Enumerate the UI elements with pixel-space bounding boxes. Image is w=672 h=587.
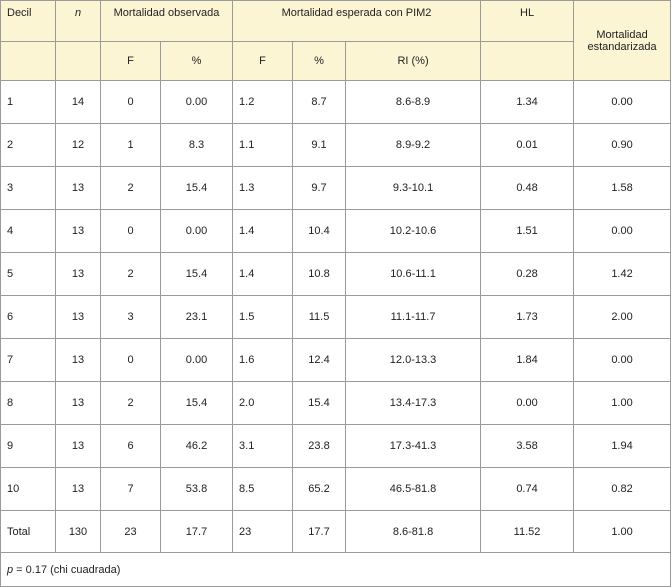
table-row: [1, 296, 671, 339]
cell-decil: 1: [1, 81, 56, 124]
cell-obs-pct: 15.4: [161, 253, 233, 296]
cell-exp-pct: 17.7: [293, 511, 346, 553]
cell-obs-f: 0: [101, 81, 161, 124]
table-row: [1, 339, 671, 382]
cell-hl: 1.51: [481, 210, 574, 253]
cell-exp-pct: 65.2: [293, 468, 346, 511]
cell-ri: 10.2-10.6: [346, 210, 481, 253]
cell-exp-f: 2.0: [233, 382, 293, 425]
cell-exp-f: 1.1: [233, 124, 293, 167]
cell-decil: 6: [1, 296, 56, 339]
header-row-1: [1, 1, 671, 42]
cell-hl: 1.34: [481, 81, 574, 124]
cell-std: 0.90: [574, 124, 671, 167]
cell-obs-f: 23: [101, 511, 161, 553]
cell-n: 13: [56, 167, 101, 210]
cell-ri: 8.9-9.2: [346, 124, 481, 167]
cell-hl: 0.01: [481, 124, 574, 167]
cell-hl: 0.48: [481, 167, 574, 210]
cell-decil: 7: [1, 339, 56, 382]
cell-exp-pct: 9.7: [293, 167, 346, 210]
header-hl: HL: [481, 1, 574, 42]
cell-exp-f: 1.4: [233, 210, 293, 253]
cell-obs-pct: 0.00: [161, 210, 233, 253]
footnote-row: [1, 553, 671, 587]
cell-exp-pct: 11.5: [293, 296, 346, 339]
cell-std: 1.58: [574, 167, 671, 210]
footnote-text: = 0.17 (chi cuadrada): [13, 563, 121, 576]
header-ri: RI (%): [346, 42, 481, 81]
cell-hl: 1.84: [481, 339, 574, 382]
cell-ri: 17.3-41.3: [346, 425, 481, 468]
cell-obs-pct: 53.8: [161, 468, 233, 511]
cell-obs-f: 1: [101, 124, 161, 167]
cell-exp-f: 1.5: [233, 296, 293, 339]
table-row: [1, 382, 671, 425]
table-row: [1, 81, 671, 124]
cell-n: 13: [56, 210, 101, 253]
cell-n: 12: [56, 124, 101, 167]
cell-exp-f: 1.3: [233, 167, 293, 210]
cell-hl: 0.28: [481, 253, 574, 296]
cell-exp-f: 3.1: [233, 425, 293, 468]
cell-obs-f: 2: [101, 253, 161, 296]
header-exp-f: F: [233, 42, 293, 81]
cell-ri: 8.6-81.8: [346, 511, 481, 553]
p-symbol: p: [7, 563, 14, 576]
header-decil: Decil: [1, 1, 56, 42]
cell-ri: 9.3-10.1: [346, 167, 481, 210]
cell-n: 14: [56, 81, 101, 124]
footnote: [1, 553, 671, 587]
cell-ri: 10.6-11.1: [346, 253, 481, 296]
cell-decil: 2: [1, 124, 56, 167]
header-expected: Mortalidad esperada con PIM2: [233, 1, 481, 42]
cell-decil: Total: [1, 511, 56, 553]
table-row: [1, 167, 671, 210]
header-blank: [56, 42, 101, 81]
cell-obs-f: 0: [101, 339, 161, 382]
table-row: [1, 253, 671, 296]
cell-n: 13: [56, 468, 101, 511]
cell-exp-f: 8.5: [233, 468, 293, 511]
cell-hl: 0.74: [481, 468, 574, 511]
cell-obs-f: 7: [101, 468, 161, 511]
cell-ri: 8.6-8.9: [346, 81, 481, 124]
cell-n: 13: [56, 253, 101, 296]
cell-decil: 5: [1, 253, 56, 296]
cell-std: 0.00: [574, 339, 671, 382]
cell-ri: 46.5-81.8: [346, 468, 481, 511]
cell-obs-pct: 15.4: [161, 382, 233, 425]
cell-std: 1.00: [574, 382, 671, 425]
cell-std: 0.00: [574, 210, 671, 253]
cell-obs-pct: 46.2: [161, 425, 233, 468]
cell-n: 13: [56, 425, 101, 468]
cell-exp-pct: 10.4: [293, 210, 346, 253]
cell-exp-pct: 9.1: [293, 124, 346, 167]
cell-obs-f: 0: [101, 210, 161, 253]
cell-obs-f: 2: [101, 382, 161, 425]
cell-hl: 11.52: [481, 511, 574, 553]
header-obs-f: F: [101, 42, 161, 81]
cell-hl: 1.73: [481, 296, 574, 339]
cell-obs-f: 3: [101, 296, 161, 339]
table-row: [1, 468, 671, 511]
cell-n: 13: [56, 339, 101, 382]
cell-hl: 3.58: [481, 425, 574, 468]
cell-std: 1.42: [574, 253, 671, 296]
cell-ri: 13.4-17.3: [346, 382, 481, 425]
header-exp-pct: %: [293, 42, 346, 81]
cell-exp-f: 1.2: [233, 81, 293, 124]
cell-obs-pct: 0.00: [161, 339, 233, 382]
cell-ri: 11.1-11.7: [346, 296, 481, 339]
cell-std: 1.00: [574, 511, 671, 553]
cell-exp-pct: 12.4: [293, 339, 346, 382]
cell-obs-pct: 0.00: [161, 81, 233, 124]
cell-obs-pct: 15.4: [161, 167, 233, 210]
cell-exp-pct: 23.8: [293, 425, 346, 468]
cell-exp-f: 1.4: [233, 253, 293, 296]
header-obs-pct: %: [161, 42, 233, 81]
cell-exp-pct: 15.4: [293, 382, 346, 425]
cell-n: 13: [56, 382, 101, 425]
cell-obs-pct: 17.7: [161, 511, 233, 553]
total-row: [1, 511, 671, 553]
cell-std: 2.00: [574, 296, 671, 339]
cell-decil: 9: [1, 425, 56, 468]
cell-decil: 8: [1, 382, 56, 425]
header-observed: Mortalidad observada: [101, 1, 233, 42]
cell-obs-f: 2: [101, 167, 161, 210]
table-row: [1, 210, 671, 253]
cell-n: 130: [56, 511, 101, 553]
cell-n: 13: [56, 296, 101, 339]
cell-decil: 3: [1, 167, 56, 210]
cell-obs-pct: 23.1: [161, 296, 233, 339]
cell-std: 0.00: [574, 81, 671, 124]
cell-exp-pct: 8.7: [293, 81, 346, 124]
table-row: [1, 425, 671, 468]
cell-exp-pct: 10.8: [293, 253, 346, 296]
table-row: [1, 124, 671, 167]
header-blank: [1, 42, 56, 81]
cell-obs-pct: 8.3: [161, 124, 233, 167]
cell-hl: 0.00: [481, 382, 574, 425]
cell-decil: 4: [1, 210, 56, 253]
cell-ri: 12.0-13.3: [346, 339, 481, 382]
cell-std: 1.94: [574, 425, 671, 468]
cell-std: 0.82: [574, 468, 671, 511]
header-blank: [481, 42, 574, 81]
cell-exp-f: 1.6: [233, 339, 293, 382]
cell-exp-f: 23: [233, 511, 293, 553]
header-n: n: [56, 1, 101, 42]
cell-obs-f: 6: [101, 425, 161, 468]
header-standardized: Mortalidad estandarizada: [574, 1, 671, 81]
cell-decil: 10: [1, 468, 56, 511]
header-row-2: [1, 42, 671, 81]
